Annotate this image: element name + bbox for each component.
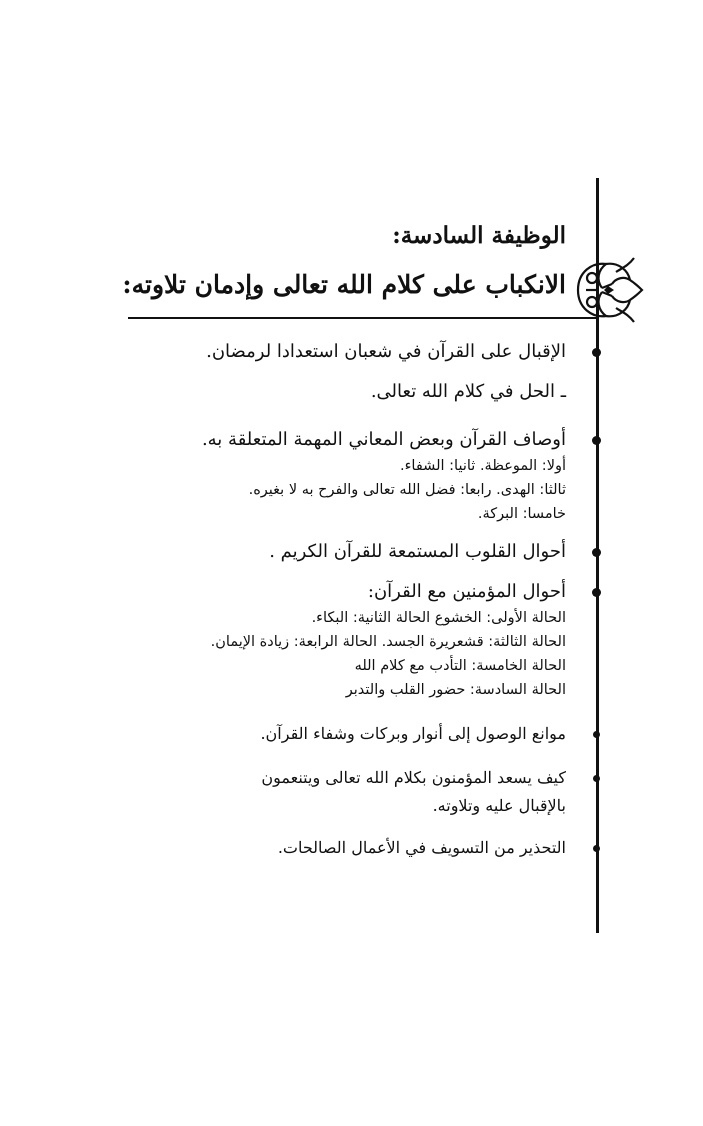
item-text: بالإقبال عليه وتلاوته. [432,796,566,815]
item-text: أوصاف القرآن وبعض المعاني المهمة المتعلقة به. [201,429,566,450]
duty-subject: الانكباب على كلام الله تعالى وإدمان تلاوته: [122,270,566,299]
item-text: التحذير من التسويف في الأعمال الصالحات. [277,838,566,857]
bullet-icon [592,548,601,557]
bullet-icon [592,348,601,357]
outline-list [126,334,566,862]
list-item [126,338,566,366]
duty-title: الوظيفة السادسة: [392,222,566,249]
item-text: كيف يسعد المؤمنون بكلام الله تعالى ويتنعمون [261,768,566,787]
list-item [126,378,566,406]
list-item [126,578,566,702]
item-subline: الحالة الأولى: الخشوع الحالة الثانية: البكاء. [311,610,566,626]
list-item [126,538,566,566]
item-text: الإقبال على القرآن في شعبان استعدادا لرمضان. [206,341,566,362]
bullet-icon [592,436,601,445]
list-item [126,720,566,748]
list-item [126,764,566,820]
bullet-icon [593,731,600,738]
item-subline: ثالثا: الهدى. رابعا: فضل الله تعالى والفرح به لا بغيره. [248,482,566,498]
title-underline [128,317,596,319]
bullet-icon [593,775,600,782]
bullet-icon [593,845,600,852]
item-text: أحوال القلوب المستمعة للقرآن الكريم . [269,541,566,562]
item-text: موانع الوصول إلى أنوار وبركات وشفاء القرآن. [260,724,566,743]
item-subline: الحالة الخامسة: التأدب مع كلام الله [354,658,566,674]
item-subline: الحالة السادسة: حضور القلب والتدبر [345,682,566,698]
item-subline: خامسا: البركة. [477,506,566,522]
item-text: أحوال المؤمنين مع القرآن: [367,581,566,602]
item-text: ـ الحل في كلام الله تعالى. [370,381,566,402]
item-subline: أولا: الموعظة. ثانيا: الشفاء. [400,458,566,474]
list-item [126,834,566,862]
bullet-icon [592,588,601,597]
item-subline: الحالة الثالثة: قشعريرة الجسد. الحالة الرابعة: زيادة الإيمان. [210,634,566,650]
list-item [126,426,566,526]
